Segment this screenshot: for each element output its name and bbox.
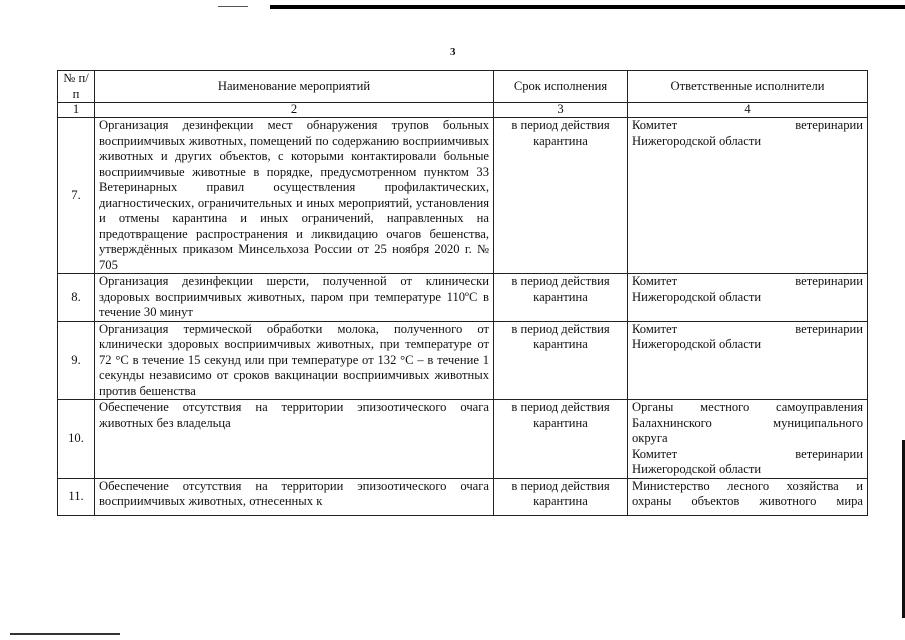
measure-name: Организация термической обработки молока, полученного от клинически здоровых восприимчивых животных, при температуре от 72 °С в течение 15 секунд или при температуре от 132 °С – в течение 1 секунды независимо от сроков вакцинации восприимчивых животных против бешенства xyxy=(95,321,494,400)
measure-responsible xyxy=(628,400,868,479)
responsible-line: Комитет ветеринарии xyxy=(632,321,863,336)
responsible-line: Комитет ветеринарии xyxy=(632,446,863,461)
table-row xyxy=(58,118,868,274)
responsible-line: Нижегородской области xyxy=(632,289,762,304)
table-row xyxy=(58,400,868,479)
page-number: 3 xyxy=(450,46,456,58)
responsible-line: охраны объектов животного мира xyxy=(632,494,863,508)
measure-name: Обеспечение отсутствия на территории эпизоотического очага восприимчивых животных, отнесенных к xyxy=(99,478,489,508)
row-number: 11. xyxy=(58,478,95,515)
measure-responsible xyxy=(628,478,868,515)
scan-artifact-bottom-line xyxy=(10,633,120,635)
responsible-line: Министерство лесного хозяйства и xyxy=(632,478,863,493)
table-row xyxy=(58,321,868,400)
measure-responsible xyxy=(628,274,868,322)
column-number: 3 xyxy=(494,103,628,118)
column-number: 2 xyxy=(95,103,494,118)
row-number: 7. xyxy=(58,118,95,274)
measure-name: Обеспечение отсутствия на территории эпизоотического очага животных без владельца xyxy=(95,400,494,479)
column-number: 4 xyxy=(628,103,868,118)
measure-name: Организация дезинфекции шерсти, полученной от клинически здоровых восприимчивых животных, паром при температуре 110ºС в течение 30 минут xyxy=(95,274,494,322)
measure-term: в период действия карантина xyxy=(494,400,628,479)
responsible-line: Комитет ветеринарии xyxy=(632,118,863,132)
header-resp: Ответственные исполнители xyxy=(628,71,868,103)
row-number: 8. xyxy=(58,274,95,322)
measure-term: в период действия карантина xyxy=(494,118,628,274)
measure-responsible xyxy=(628,118,868,274)
row-number: 10. xyxy=(58,400,95,479)
row-number: 9. xyxy=(58,321,95,400)
responsible-line: округа xyxy=(632,431,668,445)
table-row xyxy=(58,478,868,515)
measure-responsible xyxy=(628,321,868,400)
responsible-line: Балахнинского муниципального xyxy=(632,415,863,430)
responsible-line: Комитет ветеринарии xyxy=(632,274,863,288)
responsible-line: Органы местного самоуправления xyxy=(632,400,863,414)
responsible-line: Нижегородской области xyxy=(632,337,762,351)
header-name: Наименование мероприятий xyxy=(95,71,494,103)
table-row xyxy=(58,274,868,322)
scan-artifact-top-bar xyxy=(270,5,905,9)
measures-table xyxy=(57,70,868,516)
table-header-row xyxy=(58,71,868,103)
header-num: № п/п xyxy=(58,71,95,103)
column-number: 1 xyxy=(58,103,95,118)
measure-term: в период действия карантина xyxy=(494,274,628,322)
header-term: Срок исполнения xyxy=(494,71,628,103)
responsible-line: Нижегородской области xyxy=(632,462,762,476)
column-numbers-row xyxy=(58,103,868,118)
responsible-line: Нижегородской области xyxy=(632,133,762,148)
measure-name: Организация дезинфекции мест обнаружения трупов больных восприимчивых животных, помещений по содержанию восприимчивых животных и других объектов, с которыми контактировали больные восприимчивые животные в порядке, предусмотренном пунктом 33 Ветеринарных правил осуществления профилактических, диагностических, ограничительных и иных мероприятий, установления и отмены карантина и иных ограничений, направленных на предотвращение распространения и ликвидацию очагов бешенства, утверждённых приказом Минсельхоза России от 25 ноября 2020 г. № 705 xyxy=(95,118,494,274)
measure-term: в период действия карантина xyxy=(494,478,628,515)
scan-artifact-top-thin xyxy=(218,6,248,7)
measure-term: в период действия карантина xyxy=(494,321,628,400)
